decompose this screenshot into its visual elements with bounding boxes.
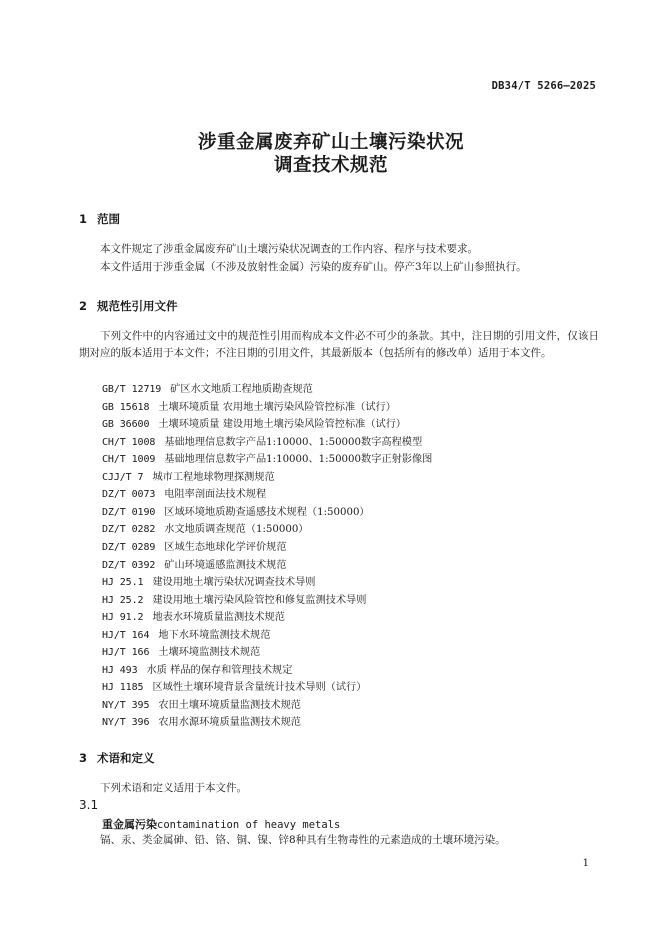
reference-title: 城市工程地球物理探测规范 [152,471,275,483]
section-title: 规范性引用文件 [97,299,178,313]
reference-title: 区域生态地球化学评价规范 [164,541,287,553]
reference-item [102,415,406,430]
reference-title: 基础地理信息数字产品1:10000、1:50000数字正射影像图 [164,454,433,466]
reference-code: HJ 25.1 [102,577,144,589]
reference-item [102,643,260,658]
reference-title: 区域环境地质勘查遥感技术规程（1:50000） [164,506,370,518]
reference-title: 土壤环境质量 农用地土壤污染风险管控标准（试行） [158,401,396,413]
reference-title: 农用水源环境质量监测技术规范 [158,717,301,729]
reference-item [102,573,315,588]
reference-item [102,608,285,623]
reference-title: 建设用地土壤污染风险管控和修复监测技术导则 [152,594,367,606]
reference-code: HJ 91.2 [102,612,144,624]
reference-title: 水文地质调查规范（1:50000） [164,524,309,536]
reference-title: 矿区水文地质工程地质勘查规范 [170,384,313,395]
document-code: DB34/T 5266—2025 [491,80,596,92]
reference-item [102,538,287,553]
reference-code: HJ 1185 [102,682,144,694]
reference-code: DZ/T 0392 [102,559,156,571]
section-3-heading [79,750,155,766]
term-chinese: 重金属污染 [102,818,157,831]
section-1-paragraph-2: 本文件适用于涉重金属（不涉及放射性金属）污染的废弃矿山。停产3年以上矿山参照执行。 [100,261,527,273]
reference-title: 土壤环境监测技术规范 [158,647,261,659]
reference-item [102,696,301,711]
reference-code: DZ/T 0282 [102,524,156,536]
section-2-heading [79,298,178,314]
section-3-intro: 下列术语和定义适用于本文件。 [100,782,247,794]
reference-item [102,468,275,483]
section-1-heading [79,211,120,227]
reference-code: NY/T 396 [102,717,150,729]
reference-title: 基础地理信息数字产品1:10000、1:50000数字高程模型 [164,436,423,448]
subsection-number: 3.1 [79,798,99,812]
reference-item [102,398,396,413]
reference-code: CH/T 1009 [102,454,156,466]
reference-code: GB/T 12719 [102,384,162,395]
term-definition: 镉、汞、类金属砷、铅、铬、铜、镍、锌8种具有生物毒性的元素造成的土壤环境污染。 [100,834,506,846]
reference-item [102,433,422,448]
reference-code: DZ/T 0190 [102,506,156,518]
reference-code: HJ 25.2 [102,594,144,606]
document-title-line2: 调查技术规范 [273,155,388,176]
reference-title: 地表水环境质量监测技术规范 [152,612,285,624]
reference-code: CH/T 1008 [102,436,156,448]
reference-code: HJ 493 [102,664,138,676]
term-english: contamination of heavy metals [157,819,341,831]
reference-code: HJ/T 164 [102,629,150,641]
section-1-paragraph-1: 本文件规定了涉重金属废弃矿山土壤污染状况调查的工作内容、程序与技术要求。 [100,243,478,255]
reference-item [102,591,366,606]
reference-code: GB 15618 [102,401,150,413]
reference-title: 农田土壤环境质量监测技术规范 [158,699,301,711]
reference-item [102,485,266,500]
reference-title: 地下水环境监测技术规范 [158,629,271,641]
section-title: 术语和定义 [97,751,155,765]
reference-title: 电阻率剖面法技术规程 [164,489,267,501]
reference-code: DZ/T 0073 [102,489,156,501]
reference-code: DZ/T 0289 [102,541,156,553]
reference-item [102,661,292,676]
reference-code: GB 36600 [102,419,150,431]
section-number: 3 [79,751,88,765]
reference-item [102,626,270,641]
reference-code: CJJ/T 7 [102,471,144,483]
reference-item [102,520,309,535]
section-number: 1 [79,212,88,226]
reference-title: 水质 样品的保存和管理技术规定 [146,664,293,676]
reference-code: NY/T 395 [102,699,150,711]
reference-item [102,713,301,728]
reference-item [102,678,366,693]
section-title: 范围 [97,212,120,226]
reference-title: 土壤环境质量 建设用地土壤污染风险管控标准（试行） [158,419,407,431]
reference-item [102,450,432,465]
page-number: 1 [582,858,589,869]
reference-item [102,503,370,518]
reference-item [102,556,287,571]
section-number: 2 [79,299,88,313]
term-heading [102,816,340,832]
reference-code: HJ/T 166 [102,647,150,659]
reference-title: 矿山环境遥感监测技术规范 [164,559,287,571]
reference-item [102,380,313,395]
section-2-intro: 下列文件中的内容通过文中的规范性引用而构成本文件必不可少的条款。其中，注日期的引用文件，仅该日期对应的版本适用于本文件；不注日期的引用文件，其最新版本（包括所有的修改单）适用于本文件。 [79,330,599,359]
reference-title: 区域性土壤环境背景含量统计技术导则（试行） [152,682,367,694]
reference-title: 建设用地土壤污染状况调查技术导则 [152,577,316,589]
document-title-line1: 涉重金属废弃矿山土壤污染状况 [197,132,464,153]
